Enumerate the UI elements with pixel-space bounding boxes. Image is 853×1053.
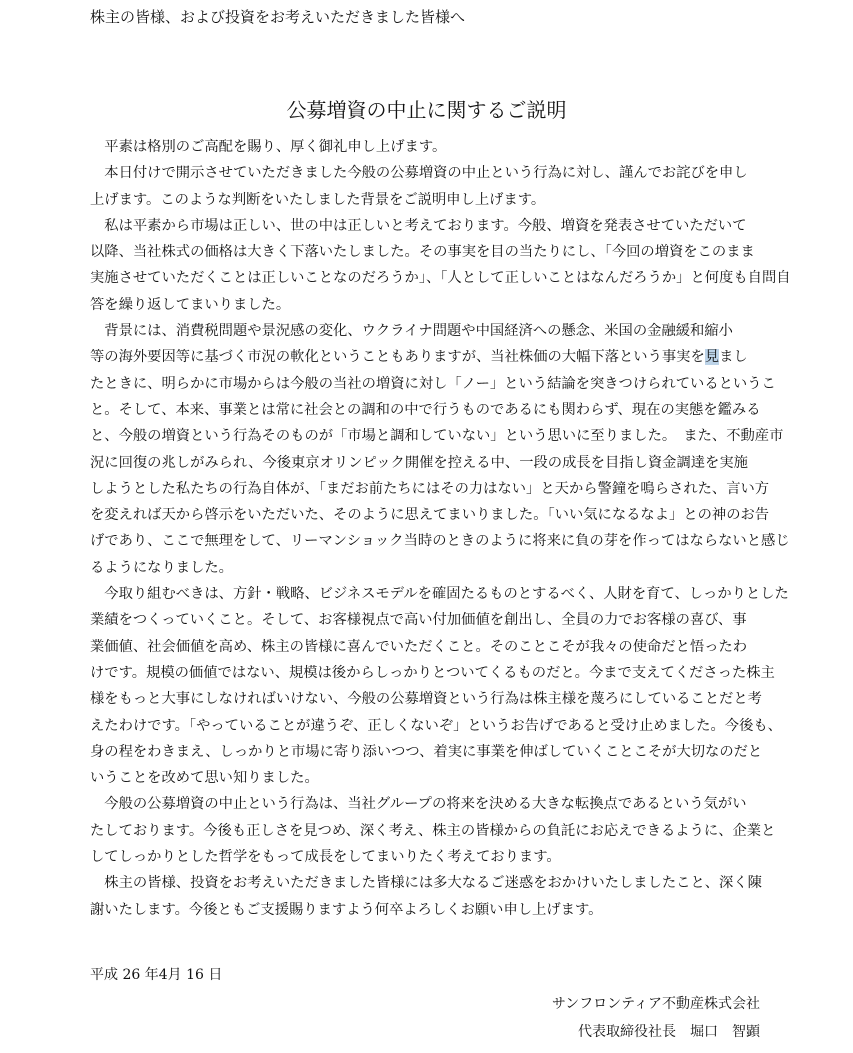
text-line: 謝いたします。今後ともご支援賜りますよう何卒よろしくお願い申し上げます。 (90, 901, 603, 918)
text-line: いうことを改めて思い知りました。 (90, 770, 319, 787)
text-line: してしっかりとした哲学をもって成長をしてまいりたく考えております。 (90, 849, 561, 866)
text-line: と、今般の増資という行為そのものが「市場と調和していない」という思いに至りました。 また、不動産市 (90, 428, 784, 445)
text-line: 答を繰り返してまいりました。 (90, 296, 291, 313)
text-line: 以降、当社株式の価格は大きく下落いたしました。その事実を目の当たりにし、「今回の増資をこのまま (90, 244, 755, 261)
text-segment: まし (719, 349, 748, 366)
text-line: えたわけです。「やっていることが違うぞ、正しくないぞ」というお告げであると受け止めました。今後も、 (90, 717, 782, 734)
text-line: 身の程をわきまえ、しっかりと市場に寄り添いつつ、着実に事業を伸ばしていくことこそが大切なのだと (90, 743, 763, 760)
document-body (90, 134, 791, 923)
paragraph (90, 318, 790, 581)
paragraph (90, 870, 760, 923)
addressee-line: 株主の皆様、および投資をお考えいただきました皆様へ (90, 8, 466, 26)
text-line: けです。規模の価値ではない、規模は後からしっかりとついてくるものだと。今まで支えてくださった株主 (90, 664, 775, 681)
paragraph (90, 160, 760, 213)
text-line (90, 344, 760, 370)
text-line: 今取り組むべきは、方針・戦略、ビジネスモデルを確固たるものとするべく、人財を育て、しっかりとした (90, 586, 789, 603)
text-line: るようになりました。 (90, 559, 233, 576)
text-line: 業価値、社会価値を高め、株主の皆様に喜んでいただくこと。そのことこそが我々の使命だと悟ったわ (90, 638, 748, 655)
representative-signature: 代表取締役社長 堀口 智顕 (578, 1024, 760, 1040)
text-line: を変えれば天から啓示をいただいた、そのように思えてまいりました。「いい気になるなよ」との神のお告 (90, 507, 770, 524)
document-title: 公募増資の中止に関するご説明 (286, 98, 567, 122)
text-line: 様をもっと大事にしなければいけない、今般の公募増資という行為は株主様を蔑ろにしていることだと考 (90, 691, 762, 708)
paragraph (90, 791, 776, 870)
text-line: しようとした私たちの行為自体が、「まだお前たちにはその力はない」と天から警鐘を鳴らされた、言い方 (90, 480, 770, 497)
paragraph (90, 581, 789, 791)
text-line: 実施させていただくことは正しいことなのだろうか」、「人として正しいことはなんだろうか」と何度も自問自 (90, 270, 791, 287)
selected-text[interactable]: 見 (704, 349, 720, 366)
text-line: げであり、ここで無理をして、リーマンショック当時のときのように将来に負の芽を作ってはならないと感じ (90, 533, 790, 550)
text-segment: 等の海外要因等に基づく市況の軟化ということもありますが、当社株価の大幅下落という事実を (90, 349, 705, 366)
text-line: 平素は格別のご高配を賜り、厚く御礼申し上げます。 (90, 139, 447, 155)
text-line: と。そして、本来、事業とは常に社会との調和の中で行うものであるにも関わらず、現在の実態を鑑みる (90, 401, 761, 418)
text-line: 背景には、消費税問題や景況感の変化、ウクライナ問題や中国経済への懸念、米国の金融緩和縮小 (90, 323, 733, 340)
company-name: サンフロンティア不動産株式会社 (551, 996, 760, 1012)
text-line: 今般の公募増資の中止という行為は、当社グループの将来を決める大きな転換点であるという気がい (90, 796, 747, 813)
text-line: 業績をつくっていくこと。そして、お客様視点で高い付加価値を創出し、全員の力でお客様の喜び、事 (90, 612, 747, 629)
text-line: 株主の皆様、投資をお考えいただきました皆様には多大なるご迷惑をおかけいたしましたこと、深く陳 (90, 875, 762, 892)
text-line: 本日付けで開示させていただきました今般の公募増資の中止という行為に対し、謹んでお詫びを申し (90, 165, 748, 182)
text-line: たしております。今後も正しさを見つめ、深く考え、株主の皆様からの負託にお応えできるように、企業と (90, 822, 776, 839)
text-line: 上げます。このような判断をいたしました背景をご説明申し上げます。 (90, 191, 546, 208)
paragraph (90, 134, 760, 160)
document-date: 平成 26 年4月 16 日 (90, 967, 223, 983)
text-line: 況に回復の兆しがみられ、今後東京オリンピック開催を控える中、一段の成長を目指し資金調達を実施 (90, 454, 748, 471)
text-line: たときに、明らかに市場からは今般の当社の増資に対し「ノー」という結論を突きつけられているというこ (90, 375, 776, 392)
paragraph (90, 213, 791, 318)
text-line: 私は平素から市場は正しい、世の中は正しいと考えております。今般、増資を発表させていただいて (90, 217, 747, 234)
